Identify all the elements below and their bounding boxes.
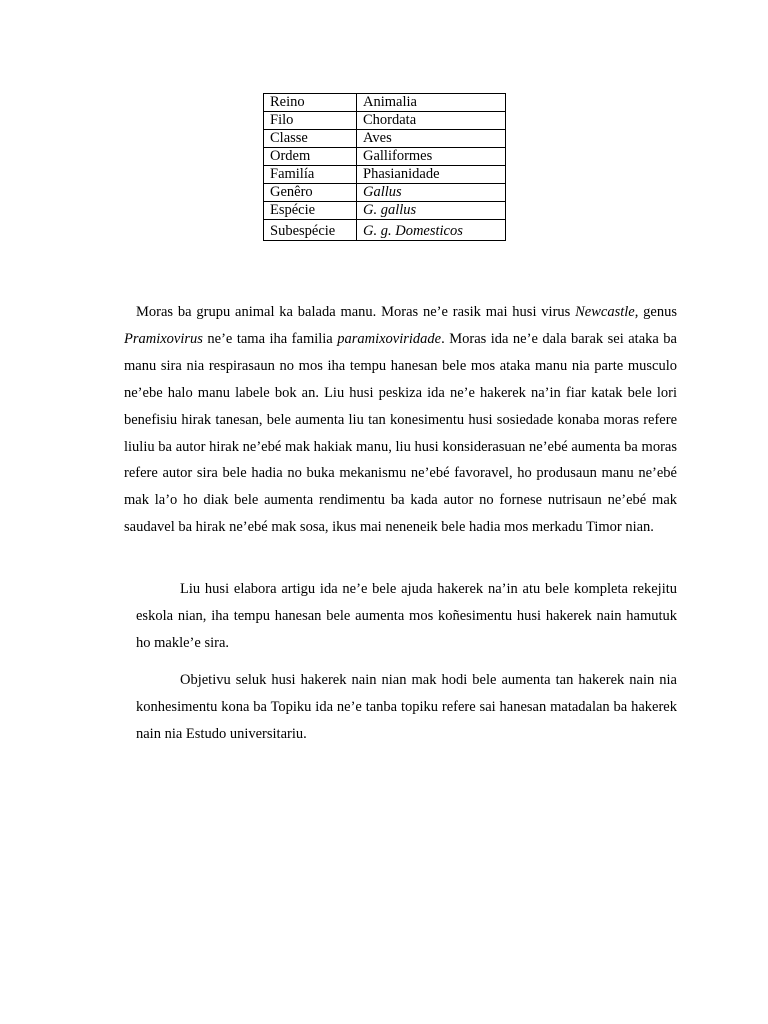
text-run: , genus bbox=[634, 304, 677, 320]
value-cell: Chordata bbox=[357, 112, 506, 130]
taxonomy-table bbox=[263, 93, 506, 241]
table-row bbox=[264, 166, 506, 184]
value-cell: Gallus bbox=[357, 184, 506, 202]
table-row bbox=[264, 130, 506, 148]
rank-cell: Espécie bbox=[264, 202, 357, 220]
table-row bbox=[264, 220, 506, 241]
table-row bbox=[264, 94, 506, 112]
rank-cell: Genêro bbox=[264, 184, 357, 202]
value-cell: Animalia bbox=[357, 94, 506, 112]
table-row bbox=[264, 148, 506, 166]
value-cell: Galliformes bbox=[357, 148, 506, 166]
text-run: Moras ba grupu animal ka balada manu. Moras ne’e rasik mai husi virus bbox=[136, 304, 576, 320]
value-cell: Aves bbox=[357, 130, 506, 148]
rank-cell: Familía bbox=[264, 166, 357, 184]
rank-cell: Classe bbox=[264, 130, 357, 148]
rank-cell: Reino bbox=[264, 94, 357, 112]
genus-name: Pramixovirus bbox=[124, 330, 203, 347]
family-name: paramixoviridade bbox=[337, 330, 442, 347]
table-row bbox=[264, 202, 506, 220]
rank-cell: Subespécie bbox=[264, 220, 357, 241]
value-cell: G. g. Domesticos bbox=[357, 220, 506, 241]
rank-cell: Filo bbox=[264, 112, 357, 130]
rank-cell: Ordem bbox=[264, 148, 357, 166]
text-run: ne’e tama iha familia bbox=[202, 330, 338, 347]
body-paragraph-2: Liu husi elabora artigu ida ne’e bele ajuda hakerek na’in atu bele kompleta rekejitu eskola nian, iha tempu hanesan bele aumenta mos koñesimentu husi hakerek nain hamutuk ho makle’e sira. bbox=[136, 581, 677, 651]
table-row bbox=[264, 112, 506, 130]
body-paragraph-3: Objetivu seluk husi hakerek nain nian mak hodi bele aumenta tan hakerek nain nia konhesimentu kona ba Topiku ida ne’e tanba topiku refere sai hanesan matadalan ba hakerek nain nia Estudo universitariu. bbox=[136, 672, 677, 742]
text-run: . Moras ida ne’e dala barak sei ataka ba manu sira nia respirasaun no mos iha tempu hanesan bele mos ataka manu nia parte musculo ne’ebe halo manu labele bok an. Liu husi peskiza ida ne’e hakerek na’in fiar katak bele lori benefisiu hirak tanesan, bele aumenta liu tan konesimentu husi sosiedade konaba moras refere liuliu ba autor hirak ne’ebé mak hakiak manu, liu husi konsiderasuan ne’ebé aumenta ba moras refere autor sira bele hadia no buka mekanismu ne’ebé favoravel, ho produsaun manu ne’ebé mak la’o ho diak bele aumenta rendimentu ba kada autor no fornese nutrisaun ne’ebé mak saudavel ba hirak ne’ebé mak sosa, ikus mai neneneik bele hadia mos merkadu Timor nian. bbox=[124, 330, 677, 536]
virus-name: Newcastle bbox=[575, 304, 635, 320]
body-paragraph-1 bbox=[124, 299, 677, 541]
value-cell: Phasianidade bbox=[357, 166, 506, 184]
table-row bbox=[264, 184, 506, 202]
value-cell: G. gallus bbox=[357, 202, 506, 220]
